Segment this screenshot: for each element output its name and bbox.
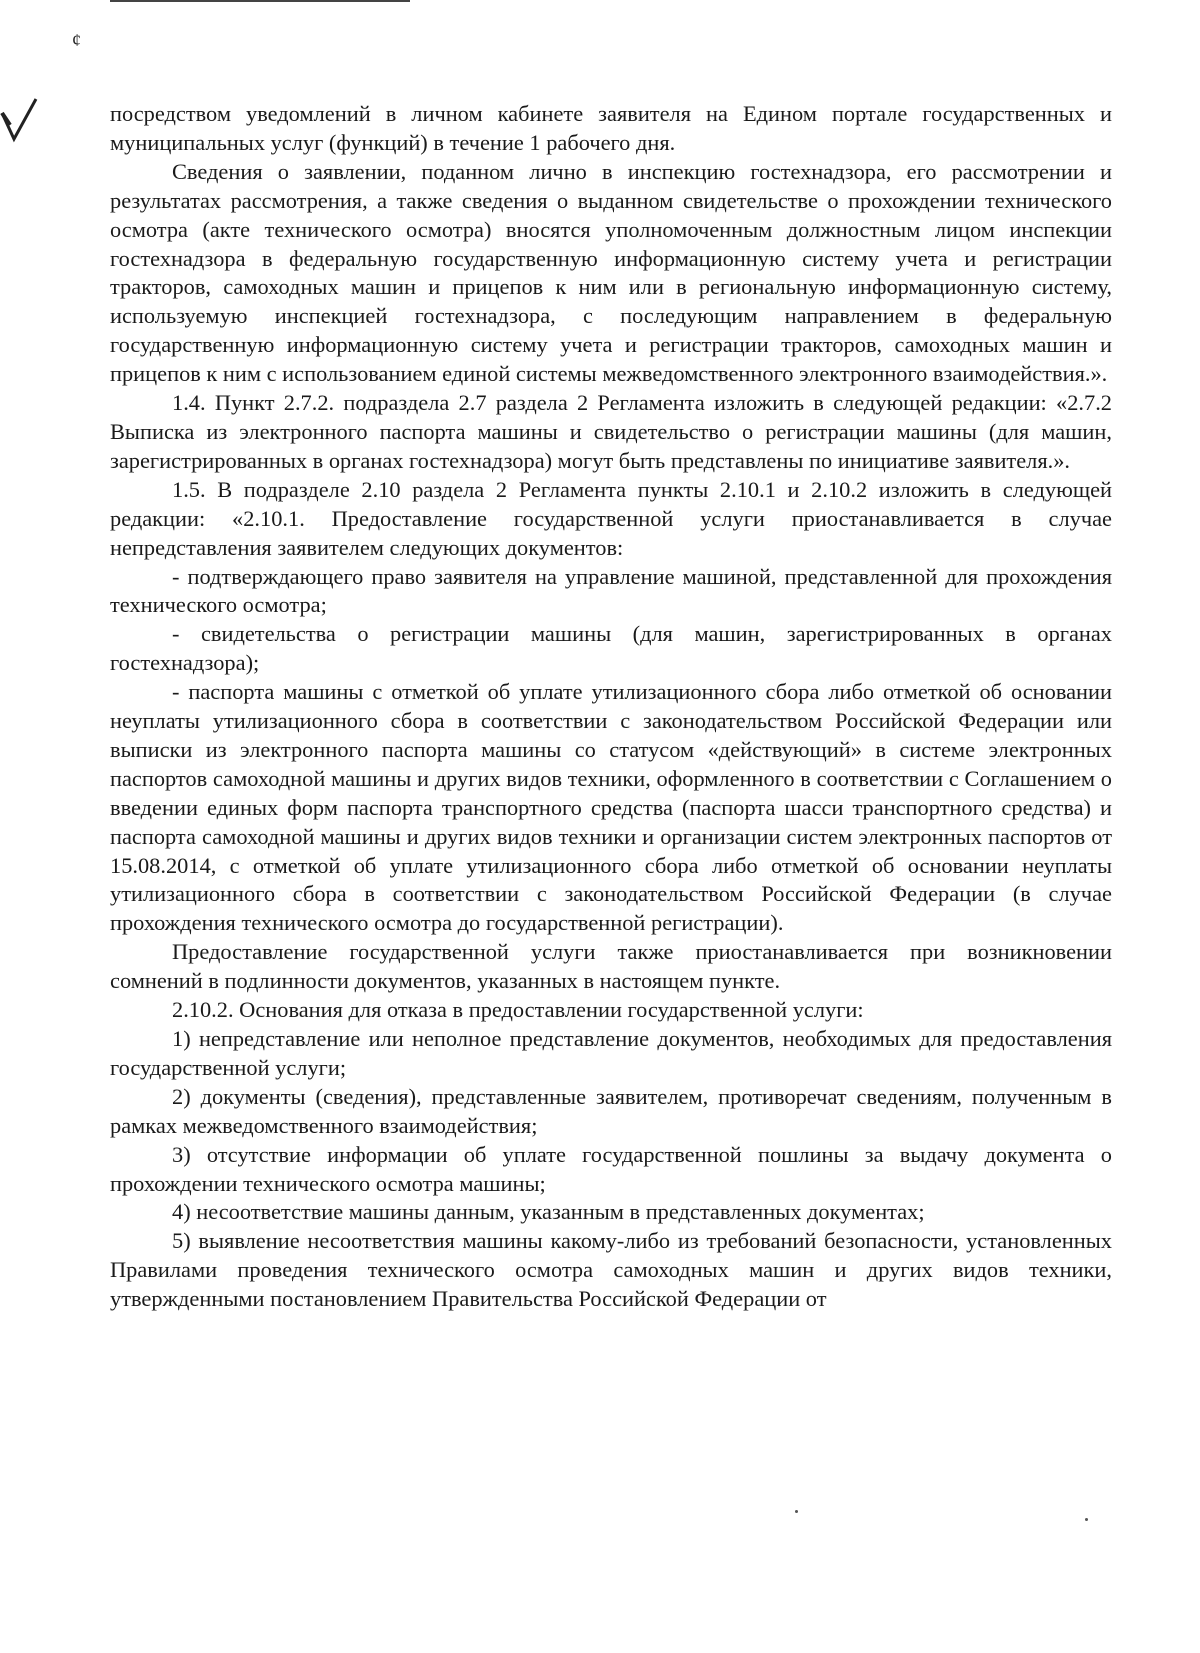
list-item-registration-certificate: - свидетельства о регистрации машины (для машин, зарегистрированных в органах гостехнадзора);: [110, 621, 1112, 676]
paragraph-suspension-doubts: Предоставление государственной услуги также приостанавливается при возникновении сомнений в подлинности документов, указанных в настоящем пункте.: [110, 939, 1112, 994]
refusal-reason-2: 2) документы (сведения), представленные заявителем, противоречат сведениям, полученным в рамках межведомственного взаимодействия;: [110, 1083, 1112, 1138]
paragraph-1-continuation: посредством уведомлений в личном кабинете заявителя на Едином портале государственных и муниципальных услуг (функций) в течение 1 рабочего дня.: [110, 101, 1112, 155]
paragraph-records-info: Сведения о заявлении, поданном лично в инспекцию гостехнадзора, его рассмотрении и результатах рассмотрения, а также сведения о выданном свидетельстве о прохождении технического осмотра (акте технического осмотра) вносятся уполномоченным должностным лицом инспекции гостехнадзора в федеральную государственную информационную систему учета и регистрации тракторов, самоходных машин и прицепов к ним или в региональную информационную систему, используемую инспекцией гостехнадзора, с последующим направлением в федеральную государственную информационную систему учета и регистрации тракторов, самоходных машин и прицепов к ним с использованием единой системы межведомственного электронного взаимодействия.».: [110, 158, 1112, 387]
document-page: [110, 100, 1112, 1314]
refusal-reason-1: 1) непредставление или неполное представление документов, необходимых для предоставления государственной услуги;: [110, 1026, 1112, 1080]
margin-tick-mark: [0, 95, 40, 155]
refusal-reason-3: 3) отсутствие информации об уплате государственной пошлины за выдачу документа о прохождении технического осмотра машины;: [110, 1141, 1112, 1196]
top-rule: [110, 0, 410, 2]
paragraph-1-4: 1.4. Пункт 2.7.2. подраздела 2.7 раздела 2 Регламента изложить в следующей редакции: «2.7.2 Выписка из электронного паспорта машины и свидетельство о регистрации машины (для машин, зарегистрированных в органах гостехнадзора) могут быть представлены по инициативе заявителя.».: [110, 390, 1112, 473]
scan-speck: [1085, 1518, 1088, 1521]
list-item-right-to-operate: - подтверждающего право заявителя на управление машиной, представленной для прохождения технического осмотра;: [110, 563, 1112, 618]
refusal-reason-5: 5) выявление несоответствия машины какому-либо из требований безопасности, установленных Правилами проведения технического осмотра самоходных машин и других видов техники, утвержденными постановлением Правительства Российской Федерации от: [110, 1228, 1112, 1312]
paragraph-2-10-2: 2.10.2. Основания для отказа в предоставлении государственной услуги:: [172, 997, 864, 1023]
scan-speck: [795, 1510, 798, 1513]
refusal-reason-4: 4) несоответствие машины данным, указанным в представленных документах;: [172, 1199, 925, 1225]
scan-mark: ¢: [72, 30, 81, 50]
paragraph-1-5: 1.5. В подразделе 2.10 раздела 2 Регламента пункты 2.10.1 и 2.10.2 изложить в следующей редакции: «2.10.1. Предоставление государственной услуги приостанавливается в случае непредставления заявителем следующих документов:: [110, 476, 1112, 560]
list-item-machine-passport: - паспорта машины с отметкой об уплате утилизационного сбора либо отметкой об основании неуплаты утилизационного сбора в соответствии с законодательством Российской Федерации или выписки из электронного паспорта машины со статусом «действующий» в системе электронных паспортов самоходной машины и других видов техники, оформленного в соответствии с Соглашением о введении единых форм паспорта транспортного средства (паспорта шасси транспортного средства) и паспорта самоходной машины и других видов техники и организации систем электронных паспортов от 15.08.2014, с отметкой об уплате утилизационного сбора либо отметкой об основании неуплаты утилизационного сбора в соответствии с законодательством Российской Федерации (в случае прохождения технического осмотра до государственной регистрации).: [110, 679, 1112, 936]
